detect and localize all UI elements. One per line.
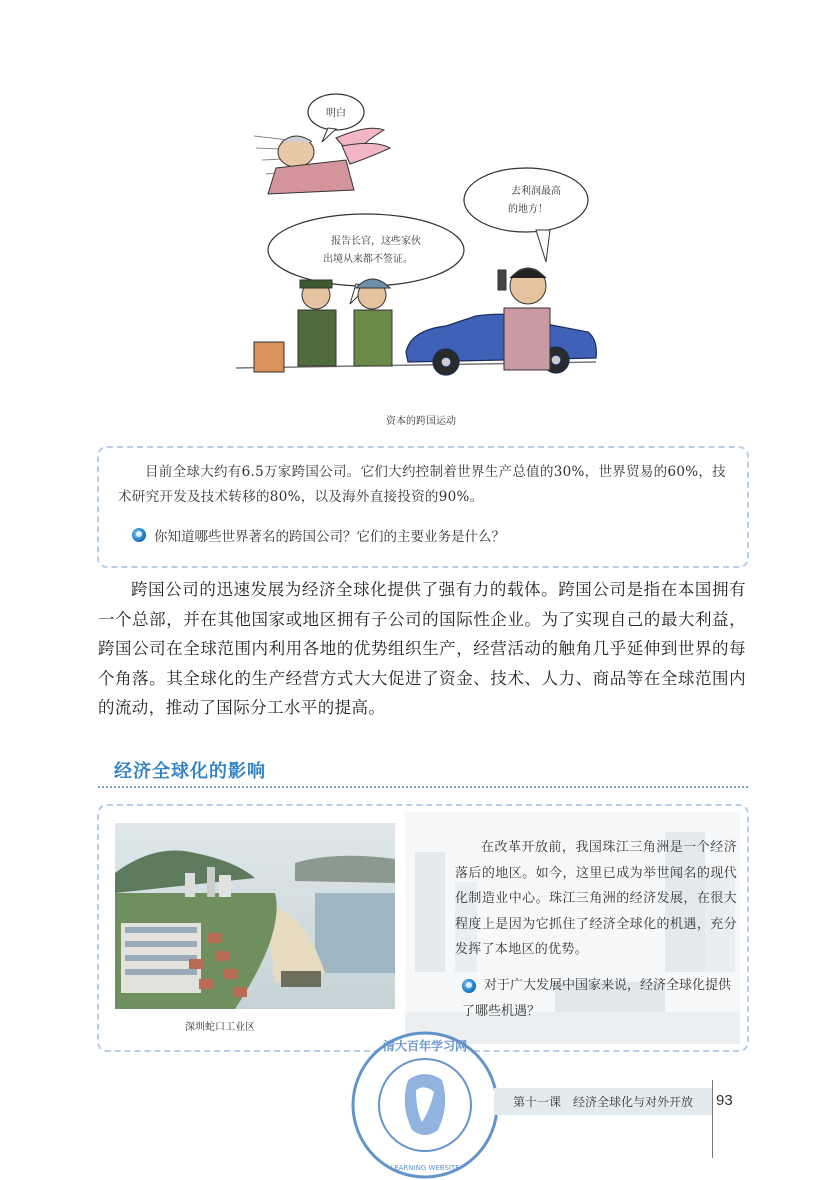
info-text: 目前全球大约有6.5万家跨国公司。它们大约控制着世界生产总值的30%，世界贸易的60%，技术研究开发及技术转移的80%，以及海外直接投资的90%。 — [118, 464, 726, 505]
footer-lesson-title: 第十一课 经济全球化与对外开放 — [512, 1095, 693, 1109]
bubble-text-2a: 去利润最高 — [511, 186, 561, 197]
question-globe-icon — [132, 528, 146, 542]
bubble-text-1: 明白 — [326, 108, 346, 119]
cartoon-caption: 资本的跨国运动 — [386, 416, 456, 427]
page-number: 93 — [716, 1092, 733, 1109]
info-question-text: 你知道哪些世界著名的跨国公司？它们的主要业务是什么？ — [154, 529, 505, 545]
watermark-logo — [350, 1030, 500, 1180]
svg-text:LEARNING WEBSITE: LEARNING WEBSITE — [390, 1164, 460, 1172]
question-globe-icon — [462, 979, 476, 993]
section-divider — [98, 786, 748, 788]
photo-caption: 深圳蛇口工业区 — [185, 1022, 255, 1033]
main-paragraph: 跨国公司的迅速发展为经济全球化提供了强有力的载体。跨国公司是指在本国拥有一个总部，并在其他国家或地区拥有子公司的国际性企业。为了实现自己的最大利益，跨国公司在全球范围内利用各地的优势组织生产，经营活动的触角几乎延伸到世界的每个角落。其全球化的生产经营方式大大促进了资金、技术、人力、商品等在全球范围内的流动，推动了国际分工水平的提高。 — [98, 580, 746, 717]
cartoon-illustration — [236, 90, 606, 390]
bubble-text-3a: 报告长官，这些家伙 — [331, 236, 421, 247]
impact-question-text: 对于广大发展中国家来说，经济全球化提供了哪些机遇？ — [462, 978, 732, 1019]
impact-text: 在改革开放前，我国珠江三角洲是一个经济落后的地区。如今，这里已成为举世闻名的现代化制造业中心。珠江三角洲的经济发展，在很大程度上是因为它抓住了经济全球化的机遇，充分发挥了本地区的优势。 — [455, 840, 737, 957]
bubble-text-3b: 出境从来都不签证。 — [323, 254, 413, 265]
info-question-row — [132, 525, 505, 545]
shekou-industrial-zone-photo — [115, 823, 395, 1009]
footer-lesson-bar — [494, 1088, 712, 1115]
footer-divider-line — [712, 1080, 713, 1158]
impact-question-row — [462, 973, 740, 1024]
section-title: 经济全球化的影响 — [114, 761, 266, 782]
bubble-text-2b: 的地方！ — [508, 204, 548, 215]
svg-text:清大百年学习网: 清大百年学习网 — [382, 1039, 468, 1053]
